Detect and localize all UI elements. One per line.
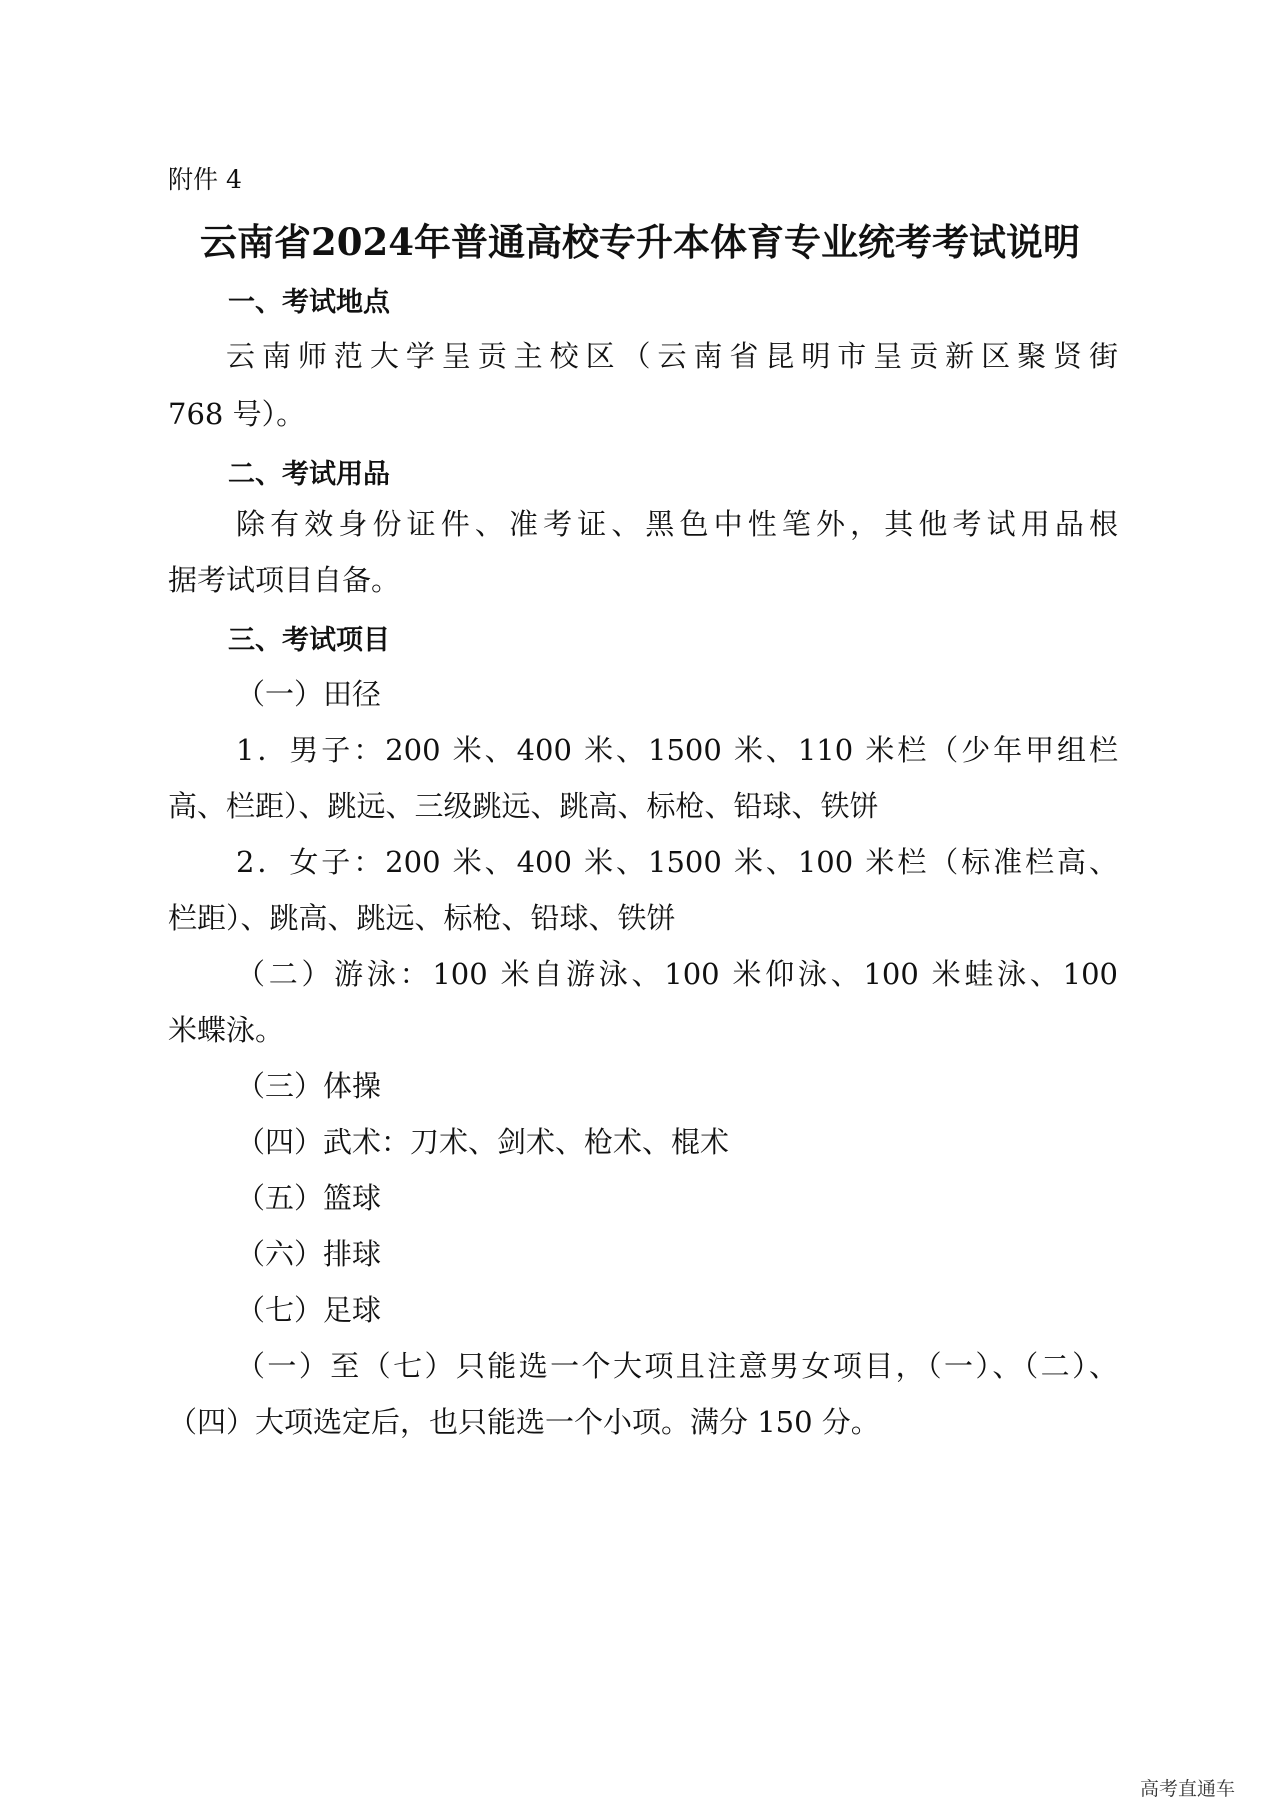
list-item: （四）大项选定后，也只能选一个小项。满分 150 分。 xyxy=(168,1405,880,1439)
paragraph-line: 768 号）。 xyxy=(168,397,306,431)
list-item: （六）排球 xyxy=(236,1237,382,1271)
list-item: 2．女子：200 米、400 米、1500 米、100 米栏（标准栏高、 xyxy=(236,845,1118,879)
list-item: 高、栏距）、跳远、三级跳远、跳高、标枪、铅球、铁饼 xyxy=(168,789,879,823)
list-item: （一）至（七）只能选一个大项且注意男女项目，（一）、（二）、 xyxy=(236,1349,1118,1383)
list-item: （一）田径 xyxy=(236,677,382,711)
watermark: 高考直通车 xyxy=(1140,1778,1236,1800)
paragraph-line: 云南师范大学呈贡主校区（云南省昆明市呈贡新区聚贤街 xyxy=(226,339,1118,373)
document-title: 云南省2024年普通高校专升本体育专业统考考试说明 xyxy=(200,220,1080,264)
list-item: （五）篮球 xyxy=(236,1181,382,1215)
attachment-label: 附件 4 xyxy=(168,165,242,194)
list-item: 1．男子：200 米、400 米、1500 米、110 米栏（少年甲组栏 xyxy=(236,733,1118,767)
list-item: （四）武术：刀术、剑术、枪术、棍术 xyxy=(236,1125,730,1159)
list-item: 栏距）、跳高、跳远、标枪、铅球、铁饼 xyxy=(168,901,676,935)
paragraph-line: 除有效身份证件、准考证、黑色中性笔外，其他考试用品根 xyxy=(236,507,1118,541)
section-heading-exam-events: 三、考试项目 xyxy=(228,625,390,656)
paragraph-line: 据考试项目自备。 xyxy=(168,563,401,597)
list-item: 米蝶泳。 xyxy=(168,1013,285,1047)
section-heading-exam-location: 一、考试地点 xyxy=(228,287,390,318)
list-item: （三）体操 xyxy=(236,1069,382,1103)
section-heading-exam-supplies: 二、考试用品 xyxy=(228,459,390,490)
list-item: （二）游泳：100 米自游泳、100 米仰泳、100 米蛙泳、100 xyxy=(236,957,1118,991)
list-item: （七）足球 xyxy=(236,1293,382,1327)
